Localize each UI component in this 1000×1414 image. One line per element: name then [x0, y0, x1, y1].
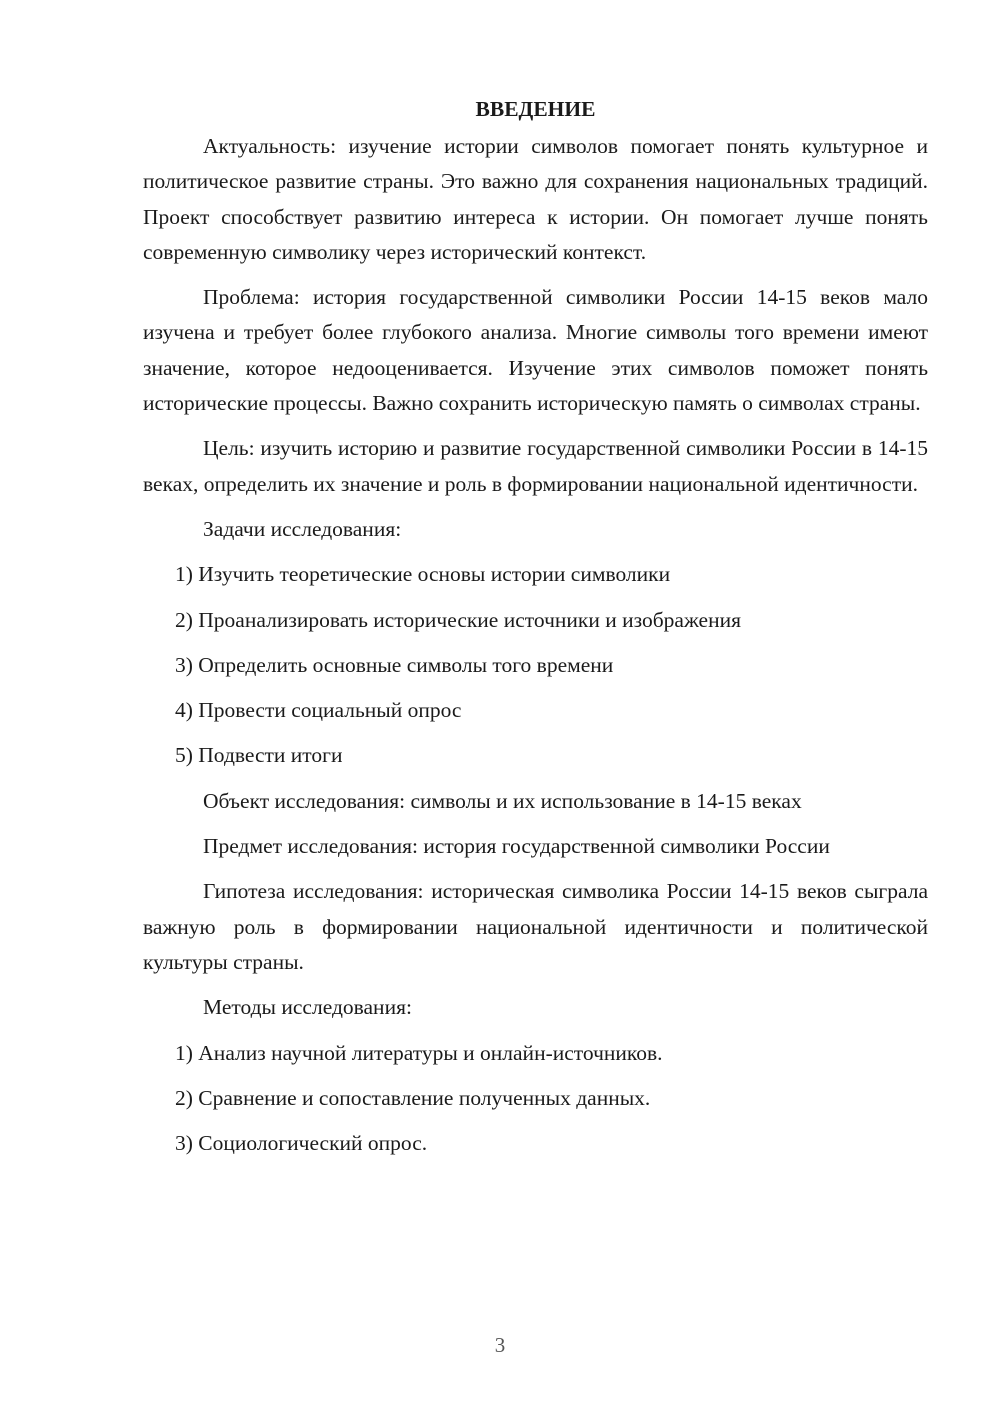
- task-item-1: 1) Изучить теоретические основы истории символики: [175, 562, 671, 587]
- subject-line: Предмет исследования: история государственной символики России: [203, 834, 830, 859]
- method-item-2: 2) Сравнение и сопоставление полученных данных.: [175, 1085, 651, 1110]
- method-item-3: 3) Социологический опрос.: [175, 1131, 428, 1156]
- tasks-heading: Задачи исследования:: [203, 516, 402, 541]
- task-item-4: 4) Провести социальный опрос: [175, 698, 462, 723]
- task-item-2: 2) Проанализировать исторические источники и изображения: [175, 607, 741, 632]
- task-item-5: 5) Подвести итоги: [175, 743, 343, 768]
- page-number: 3: [494, 1333, 506, 1357]
- method-item-1: 1) Анализ научной литературы и онлайн-источников.: [175, 1040, 663, 1065]
- goal-paragraph: Цель: изучить историю и развитие государственной символики России в 14-15 веках, определить их значение и роль в формировании национальной идентичности.: [143, 436, 928, 496]
- methods-heading: Методы исследования:: [203, 995, 412, 1020]
- hypothesis-paragraph: Гипотеза исследования: историческая символика России 14-15 веков сыграла важную роль в формировании национальной идентичности и политической культуры страны.: [143, 879, 928, 974]
- task-item-3: 3) Определить основные символы того времени: [175, 652, 614, 677]
- problem-paragraph: Проблема: история государственной символики России 14-15 веков мало изучена и требует более глубокого анализа. Многие символы того времени имеют значение, которое недооценивается. Изучение этих символов поможет понять исторические процессы. Важно сохранить историческую память о символах страны.: [143, 285, 928, 416]
- section-title: ВВЕДЕНИЕ: [475, 97, 596, 121]
- document-page: [143, 92, 928, 1171]
- object-line: Объект исследования: символы и их использование в 14-15 веках: [203, 788, 802, 813]
- relevance-paragraph: Актуальность: изучение истории символов помогает понять культурное и политическое развитие страны. Это важно для сохранения национальных традиций. Проект способствует развитию интереса к истории. Он помогает лучше понять современную символику через исторический контекст.: [143, 134, 928, 264]
